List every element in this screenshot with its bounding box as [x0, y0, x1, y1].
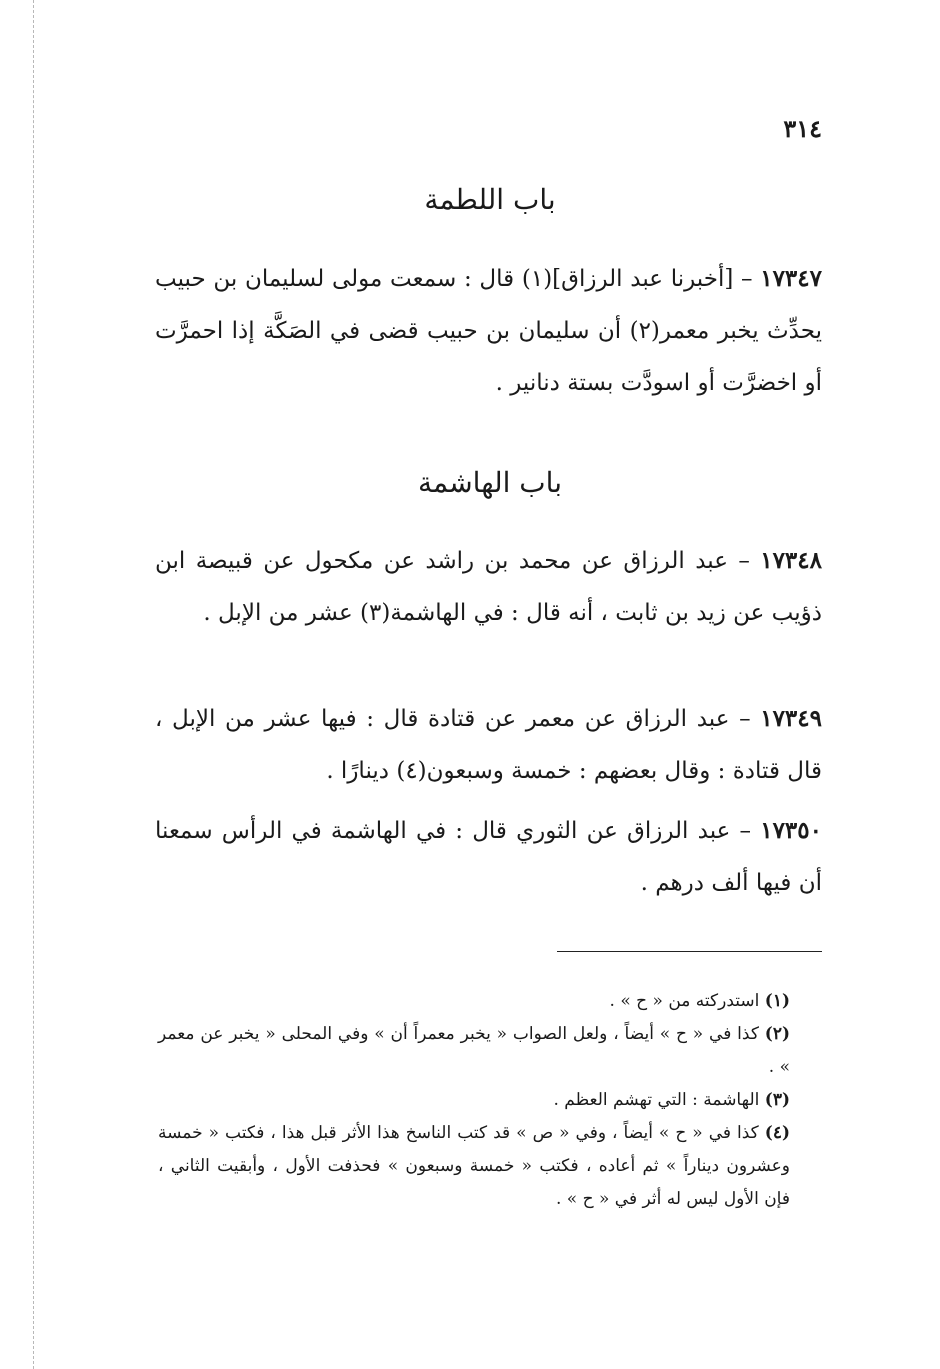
- footnotes: [158, 985, 822, 1216]
- section-title-latma: باب اللطمة: [424, 183, 556, 216]
- page-number: ٣١٤: [783, 114, 822, 143]
- footnote-number: (٢): [764, 1024, 790, 1044]
- hadith-text: – عبد الرزاق عن محمد بن راشد عن مكحول عن قبيصة ابن ذؤيب عن زيد بن ثابت ، أنه قال : في الهاشمة(٣) عشر من الإبل .: [155, 548, 822, 626]
- hadith-text: – عبد الرزاق عن معمر عن قتادة قال : فيها عشر من الإبل ، قال قتادة : وقال بعضهم : خمسة وسبعون(٤) دينارًا .: [155, 706, 822, 784]
- footnote-separator: [557, 951, 822, 952]
- section-title-hashima: باب الهاشمة: [418, 466, 562, 499]
- footnote-1: [158, 985, 822, 1018]
- hadith-number: ١٧٣٤٩: [760, 705, 822, 732]
- hadith-text: – [أخبرنا عبد الرزاق](١) قال : سمعت مولى لسليمان بن حبيب يحدِّث يخبر معمر(٢) أن سليمان بن حبيب قضى في الصَكَّة إذا احمرَّت أو اخضرَّت أو اسودَّت بستة دنانير .: [155, 266, 822, 396]
- hadith-text: – عبد الرزاق عن الثوري قال : في الهاشمة في الرأس سمعنا أن فيها ألف درهم .: [155, 818, 822, 896]
- hadith-17347: [155, 253, 822, 409]
- footnote-text: الهاشمة : التي تهشم العظم .: [553, 1090, 765, 1110]
- footnote-number: (١): [764, 991, 790, 1011]
- footnote-2: [158, 1018, 822, 1084]
- hadith-number: ١٧٣٥٠: [760, 817, 822, 844]
- footnote-number: (٤): [764, 1123, 790, 1143]
- footnote-number: (٣): [764, 1090, 790, 1110]
- hadith-17350: [155, 805, 822, 909]
- footnote-text: كذا في « ح » أيضاً ، ولعل الصواب « يخبر معمراً أن » وفي المحلى « يخبر عن معمر » .: [158, 1024, 790, 1077]
- hadith-number: ١٧٣٤٧: [760, 265, 822, 292]
- footnote-4: [158, 1117, 822, 1216]
- footnote-text: استدركته من « ح » .: [609, 991, 765, 1011]
- footnote-3: [158, 1084, 822, 1117]
- binding-dashed-line: [33, 0, 34, 1369]
- hadith-17348: [155, 535, 822, 639]
- hadith-number: ١٧٣٤٨: [760, 547, 822, 574]
- footnote-text: كذا في « ح » أيضاً ، وفي « ص » قد كتب الناسخ هذا الأثر قبل هذا ، فكتب « خمسة وعشرون ديناراً » ثم أعاده ، فكتب « خمسة وسبعون » فحذفت الأول ، وأبقيت الثاني ، فإن الأول ليس له أثر في « ح » .: [158, 1123, 790, 1209]
- hadith-17349: [155, 693, 822, 797]
